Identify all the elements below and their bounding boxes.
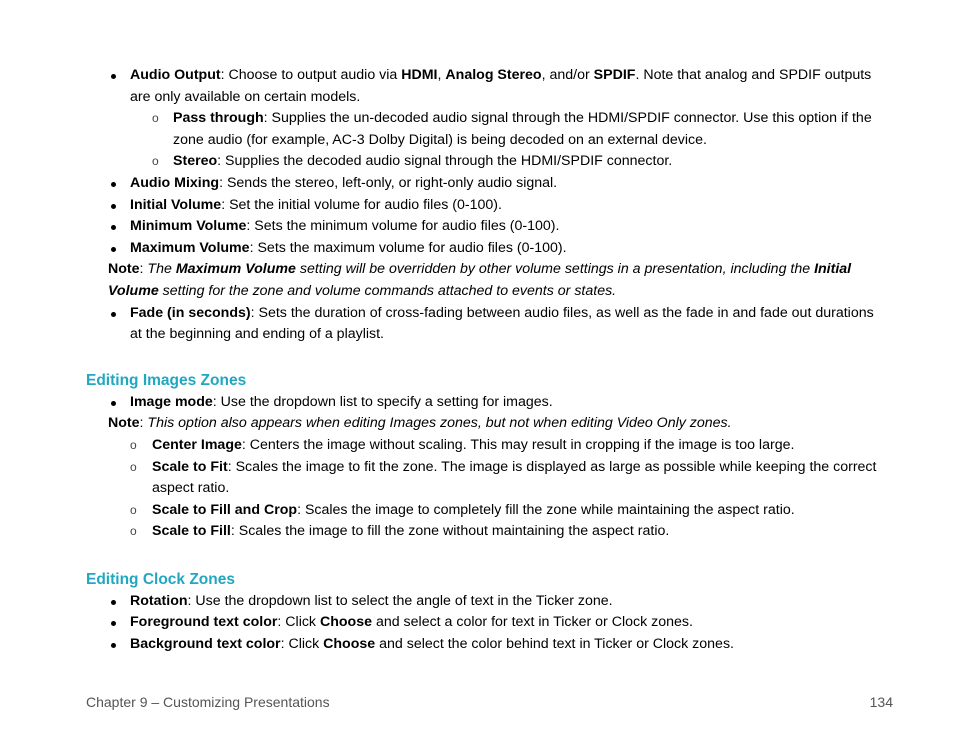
term-label: Pass through	[173, 110, 264, 127]
list-item-foreground-text-color: Foreground text color: Click Choose and select a color for text in Ticker or Clock zones.	[130, 614, 693, 631]
volume-note: Note: The Maximum Volume setting will be overridden by other volume settings in a presentation, including the Initial Volume setting for the zone and volume commands attached to events or states.	[108, 261, 852, 299]
circle-bullet-icon: o	[130, 524, 137, 539]
page-footer	[86, 694, 893, 710]
circle-bullet-icon: o	[152, 111, 159, 126]
circle-bullet-icon: o	[130, 502, 137, 517]
fade-list	[108, 303, 878, 346]
circle-bullet-icon: o	[130, 459, 137, 474]
term-label: Audio Output	[130, 67, 221, 83]
hdmi-label: HDMI	[401, 67, 438, 83]
audio-settings-list	[108, 65, 878, 259]
sub-item-center-image: o Center Image: Centers the image without scaling. This may result in cropping if the image is too large.	[108, 435, 878, 457]
list-item-fade: Fade (in seconds): Sets the duration of cross-fading between audio files, as well as the fade in and fade out durations at the beginning and ending of a playlist.	[130, 304, 874, 343]
sub-item-stereo: o Stereo: Supplies the decoded audio signal through the HDMI/SPDIF connector.	[108, 151, 878, 173]
image-mode-options	[108, 435, 878, 543]
list-item-initial-volume: Initial Volume: Set the initial volume for audio files (0-100).	[130, 196, 502, 213]
list-item-minimum-volume: Minimum Volume: Sets the minimum volume for audio files (0-100).	[130, 218, 560, 235]
page-body	[86, 65, 878, 656]
list-item-audio-output: Audio Output: Choose to output audio via HDMI, Analog Stereo, and/or SPDIF. Note that analog and SPDIF outputs are only available on certain models.	[130, 67, 872, 105]
section-heading-images: Editing Images Zones	[86, 371, 247, 389]
list-item-background-text-color: Background text color: Click Choose and select the color behind text in Ticker or Clock zones.	[130, 636, 734, 653]
list-item-image-mode: Image mode: Use the dropdown list to specify a setting for images.	[130, 393, 553, 410]
footer-chapter: Chapter 9 – Customizing Presentations	[86, 694, 330, 710]
circle-bullet-icon: o	[130, 437, 137, 452]
analog-label: Analog Stereo	[445, 67, 542, 83]
list-item-audio-mixing: Audio Mixing: Sends the stereo, left-only, or right-only audio signal.	[130, 174, 558, 191]
clock-list	[108, 591, 878, 656]
images-note: Note: This option also appears when editing Images zones, but not when editing Video Only zones.	[108, 415, 732, 432]
term-label: Stereo	[173, 153, 218, 170]
list-item-maximum-volume: Maximum Volume: Sets the maximum volume for audio files (0-100).	[130, 239, 567, 256]
sub-item-scale-to-fill: o Scale to Fill: Scales the image to fill the zone without maintaining the aspect ratio.	[108, 521, 878, 543]
sub-item-scale-to-fit: o Scale to Fit: Scales the image to fit the zone. The image is displayed as large as possible while keeping the correct aspect ratio.	[130, 458, 877, 497]
images-list	[108, 392, 878, 414]
list-item-rotation: Rotation: Use the dropdown list to select the angle of text in the Ticker zone.	[130, 592, 613, 609]
page-number: 134	[869, 694, 893, 710]
sub-item-pass-through: o Pass through: Supplies the un-decoded audio signal through the HDMI/SPDIF connector. Use this option if the zone audio (for example, AC-3 Dolby Digital) is being decoded on an external device.	[152, 110, 872, 148]
circle-bullet-icon: o	[152, 154, 159, 169]
spdif-label: SPDIF	[593, 67, 636, 83]
section-heading-clock: Editing Clock Zones	[86, 570, 235, 588]
sub-item-scale-to-fill-and-crop: o Scale to Fill and Crop: Scales the image to completely fill the zone while maintaining the aspect ratio.	[108, 500, 878, 522]
